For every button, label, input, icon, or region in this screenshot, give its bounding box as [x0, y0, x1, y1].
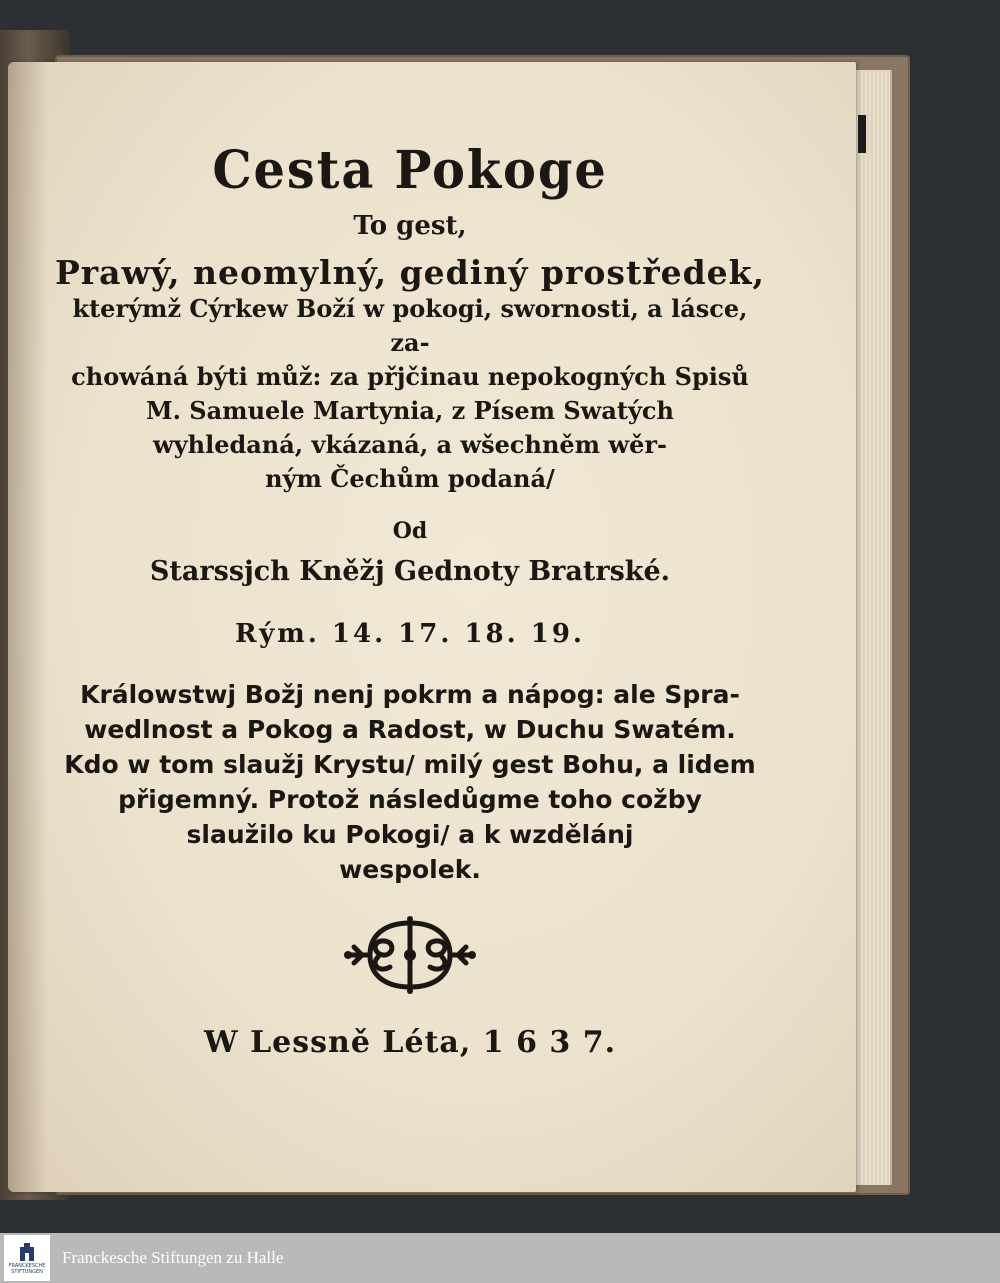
printers-ornament-icon	[340, 915, 480, 995]
edge-mark	[858, 115, 866, 153]
authors-line: Starssjch Kněžj Gednoty Bratrské.	[149, 556, 671, 587]
verse-block	[50, 677, 770, 887]
subtitle-line: kterýmž Cýrkew Boží w pokogi, swornosti, a lásce, za-	[72, 294, 748, 357]
imprint-line: W Lessně Léta, 1 6 3 7.	[203, 1025, 617, 1060]
logo-text: FRANCKESCHE	[8, 1263, 46, 1269]
verse-line: wespolek.	[339, 855, 481, 884]
footer-bar	[0, 1233, 1000, 1283]
title-page-text	[50, 120, 770, 1060]
subtitle-line: wyhledaná, vkázaná, a wšechněm wěr-	[153, 430, 667, 459]
scripture-reference: Rým. 14. 17. 18. 19.	[235, 619, 585, 649]
to-gest-line: To gest,	[353, 211, 467, 241]
subtitle-lead: Prawý, neomylný, gediný prostředek,	[54, 253, 766, 292]
subtitle-block	[50, 292, 770, 496]
verse-line: přigemný. Protož následůgme toho cožby	[118, 785, 702, 814]
subtitle-line: ným Čechům podaná/	[265, 464, 555, 493]
verse-line: Králowstwj Božj nenj pokrm a nápog: ale Spra-	[80, 680, 740, 709]
institution-name: Franckesche Stiftungen zu Halle	[62, 1248, 284, 1267]
verse-line: wedlnost a Pokog a Radost, w Duchu Swatém.	[84, 715, 736, 744]
gutter-shadow	[8, 62, 48, 1192]
subtitle-line: chowáná býti můž: za přjčinau nepokogných Spisů	[71, 362, 749, 391]
institution-logo-icon[interactable]	[4, 1235, 50, 1281]
logo-text: STIFTUNGEN	[11, 1269, 43, 1275]
subtitle-line: M. Samuele Martynia, z Písem Swatých	[146, 396, 674, 425]
book-title: Cesta Pokoge	[212, 140, 608, 201]
verse-line: slaužilo ku Pokogi/ a k wzdělánj	[186, 820, 634, 849]
by-line: Od	[392, 518, 428, 544]
verse-line: Kdo w tom slaužj Krystu/ milý gest Bohu, a lidem	[64, 750, 756, 779]
